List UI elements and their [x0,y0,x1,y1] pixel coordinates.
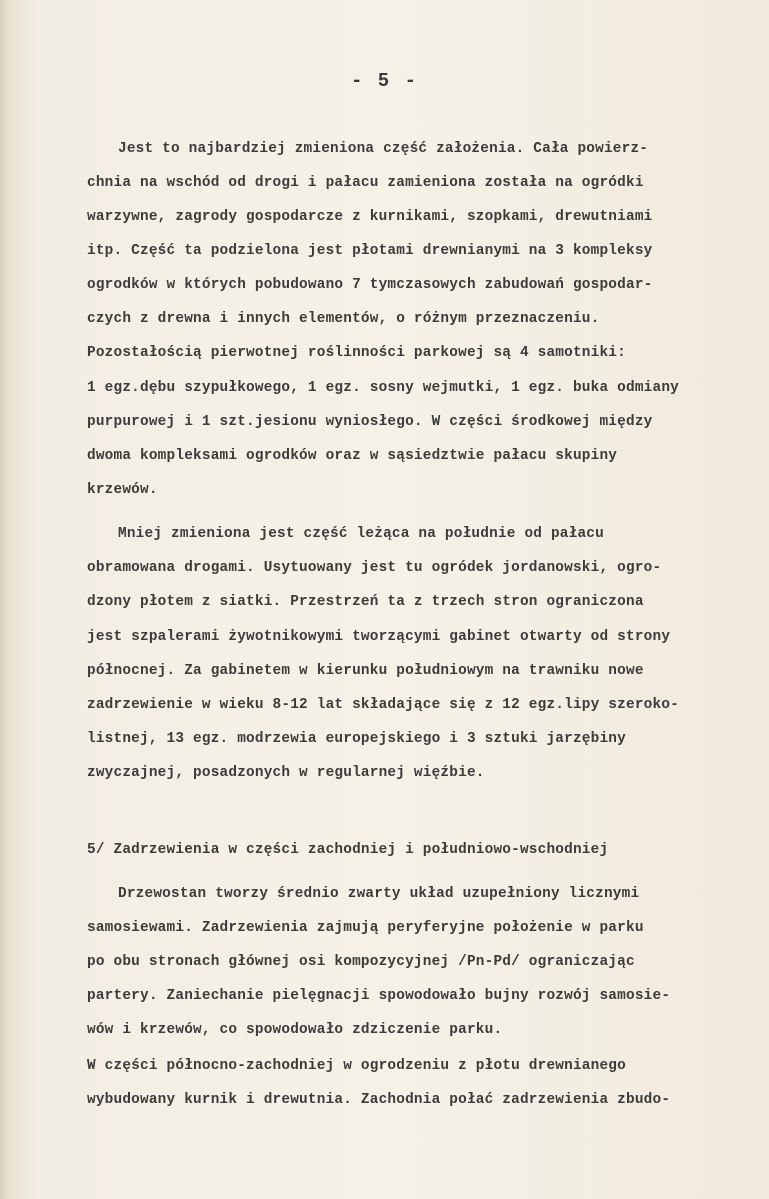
text-line: Drzewostan tworzy średnio zwarty układ uzupełniony licznymi [118,886,640,902]
text-line: jest szpalerami żywotnikowymi tworzącymi gabinet otwarty od strony [87,629,671,645]
text-line: obramowana drogami. Usytuowany jest tu ogródek jordanowski, ogro- [87,560,662,576]
text-line: krzewów. [87,482,158,498]
text-line: Pozostałością pierwotnej roślinności parkowej są 4 samotniki: [87,345,626,361]
text-line: samosiewami. Zadrzewienia zajmują peryferyjne położenie w parku [87,920,644,936]
text-line: partery. Zaniechanie pielęgnacji spowodowało bujny rozwój samosie- [87,988,671,1004]
text-line: dwoma kompleksami ogrodków oraz w sąsiedztwie pałacu skupiny [87,448,618,464]
text-line: W części północno-zachodniej w ogrodzeniu z płotu drewnianego [87,1058,626,1074]
text-line: czych z drewna i innych elementów, o różnym przeznaczeniu. [87,311,600,327]
text-line: listnej, 13 egz. modrzewia europejskiego i 3 sztuki jarzębiny [87,731,626,747]
text-line: chnia na wschód od drogi i pałacu zamieniona została na ogródki [87,175,644,191]
text-line: warzywne, zagrody gospodarcze z kurnikami, szopkami, drewutniami [87,209,653,225]
text-line: Mniej zmieniona jest część leżąca na południe od pałacu [118,526,604,542]
text-line: zadrzewienie w wieku 8-12 lat składające się z 12 egz.lipy szeroko- [87,697,679,713]
text-line: purpurowej i 1 szt.jesionu wyniosłego. W części środkowej między [87,414,653,430]
page-edge-shadow [0,0,10,1199]
text-line: zwyczajnej, posadzonych w regularnej więźbie. [87,765,485,781]
text-line: północnej. Za gabinetem w kierunku południowym na trawniku nowe [87,663,644,679]
text-line: wów i krzewów, co spowodowało zdziczenie parku. [87,1022,503,1038]
text-line: itp. Część ta podzielona jest płotami drewnianymi na 3 kompleksy [87,243,653,259]
text-line: ogrodków w których pobudowano 7 tymczasowych zabudowań gospodar- [87,277,653,293]
page-number: - 5 - [350,70,418,92]
text-line: 1 egz.dębu szypułkowego, 1 egz. sosny wejmutki, 1 egz. buka odmiany [87,380,679,396]
text-line: Jest to najbardziej zmieniona część założenia. Cała powierz- [118,141,649,157]
text-line: dzony płotem z siatki. Przestrzeń ta z trzech stron ograniczona [87,594,644,610]
text-line: po obu stronach głównej osi kompozycyjnej /Pn-Pd/ ograniczając [87,954,635,970]
text-line: wybudowany kurnik i drewutnia. Zachodnia połać zadrzewienia zbudo- [87,1092,671,1108]
section-heading: 5/ Zadrzewienia w części zachodniej i południowo-wschodniej [87,842,609,858]
